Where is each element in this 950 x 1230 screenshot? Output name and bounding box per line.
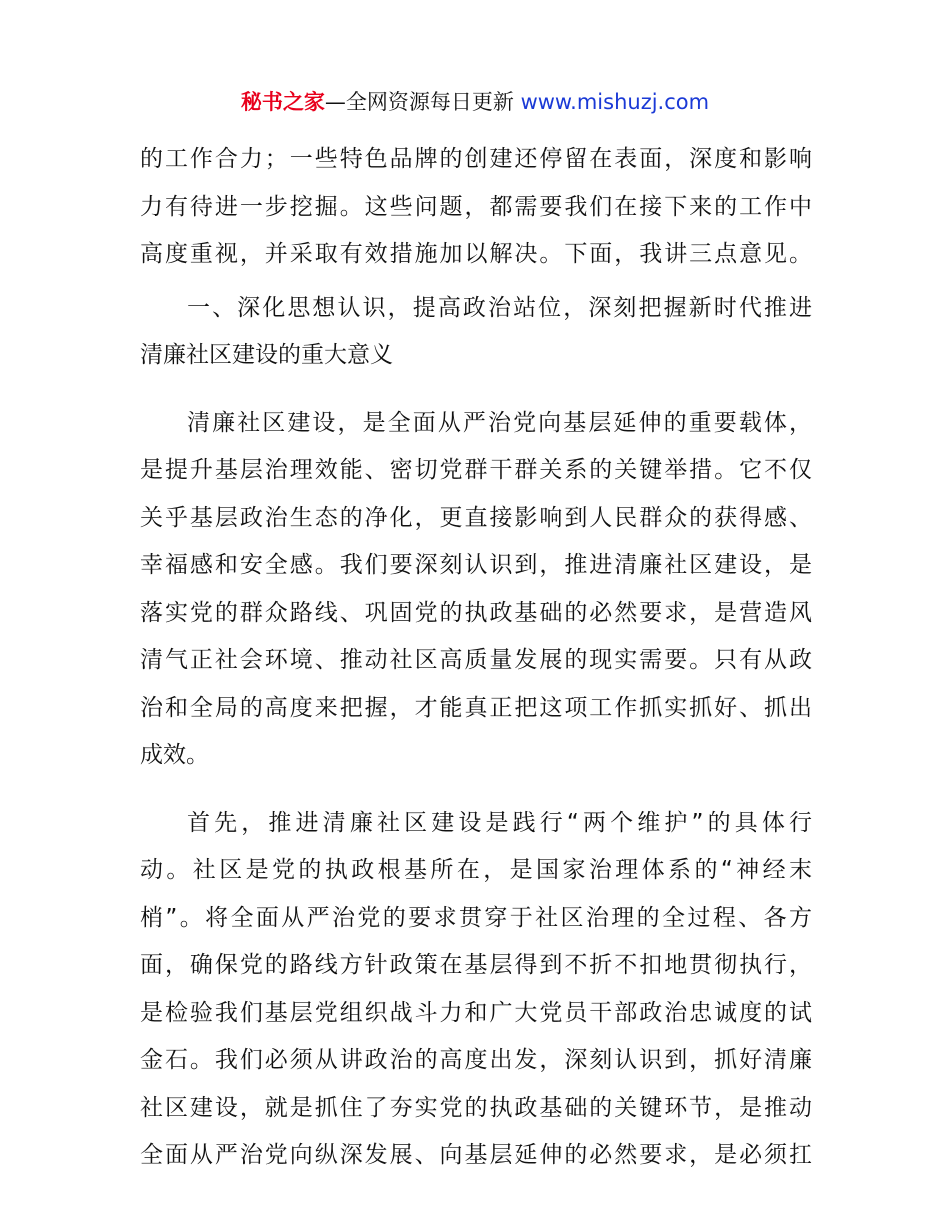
paragraph [140, 400, 812, 780]
text-line: 关乎基层政治生态的净化，更直接影响到人民群众的获得感、 [140, 504, 812, 531]
text-line: 一、深化思想认识，提高政治站位，深刻把握新时代推进 [187, 294, 812, 321]
text-line: 动。社区是党的执政根基所在，是国家治理体系的“神经末 [140, 857, 812, 883]
paragraph [140, 136, 812, 279]
text-line: 梢”。将全面从严治党的要求贯穿于社区治理的全过程、各方 [140, 904, 812, 931]
document-body [140, 136, 812, 1180]
text-line: 力有待进一步挖掘。这些问题，都需要我们在接下来的工作中 [140, 193, 812, 220]
text-line: 清廉社区建设的重大意义 [140, 342, 393, 368]
section-heading [140, 285, 812, 380]
page-header [0, 88, 950, 116]
text-line: 高度重视，并采取有效措施加以解决。下面，我讲三点意见。 [140, 241, 812, 267]
text-line: 面，确保党的路线方针政策在基层得到不折不扣地贯彻执行， [140, 952, 812, 978]
header-tagline: —全网资源每日更新 [324, 90, 521, 114]
text-line: 的工作合力；一些特色品牌的创建还停留在表面，深度和影响 [140, 146, 812, 172]
text-line: 落实党的群众路线、巩固党的执政基础的必然要求，是营造风 [140, 599, 812, 626]
paragraph [140, 800, 812, 1180]
text-line: 清廉社区建设，是全面从严治党向基层延伸的重要载体， [187, 409, 812, 436]
text-line: 成效。 [140, 742, 209, 768]
text-line: 是提升基层治理效能、密切党群干群关系的关键举措。它不仅 [140, 457, 812, 483]
header-url-link[interactable]: www.mishuzj.com [520, 90, 710, 114]
text-line: 首先，推进清廉社区建设是践行“两个维护”的具体行 [187, 809, 812, 836]
text-line: 是检验我们基层党组织战斗力和广大党员干部政治忠诚度的试 [140, 999, 812, 1026]
header-brand: 秘书之家 [240, 90, 325, 114]
text-line: 幸福感和安全感。我们要深刻认识到，推进清廉社区建设，是 [140, 552, 812, 578]
text-line: 清气正社会环境、推动社区高质量发展的现实需要。只有从政 [140, 647, 812, 673]
text-line: 社区建设，就是抓住了夯实党的执政基础的关键环节，是推动 [140, 1094, 812, 1121]
text-line: 全面从严治党向纵深发展、向基层延伸的必然要求，是必须扛 [140, 1142, 812, 1168]
text-line: 金石。我们必须从讲政治的高度出发，深刻认识到，抓好清廉 [140, 1047, 812, 1073]
text-line: 治和全局的高度来把握，才能真正把这项工作抓实抓好、抓出 [140, 694, 812, 721]
